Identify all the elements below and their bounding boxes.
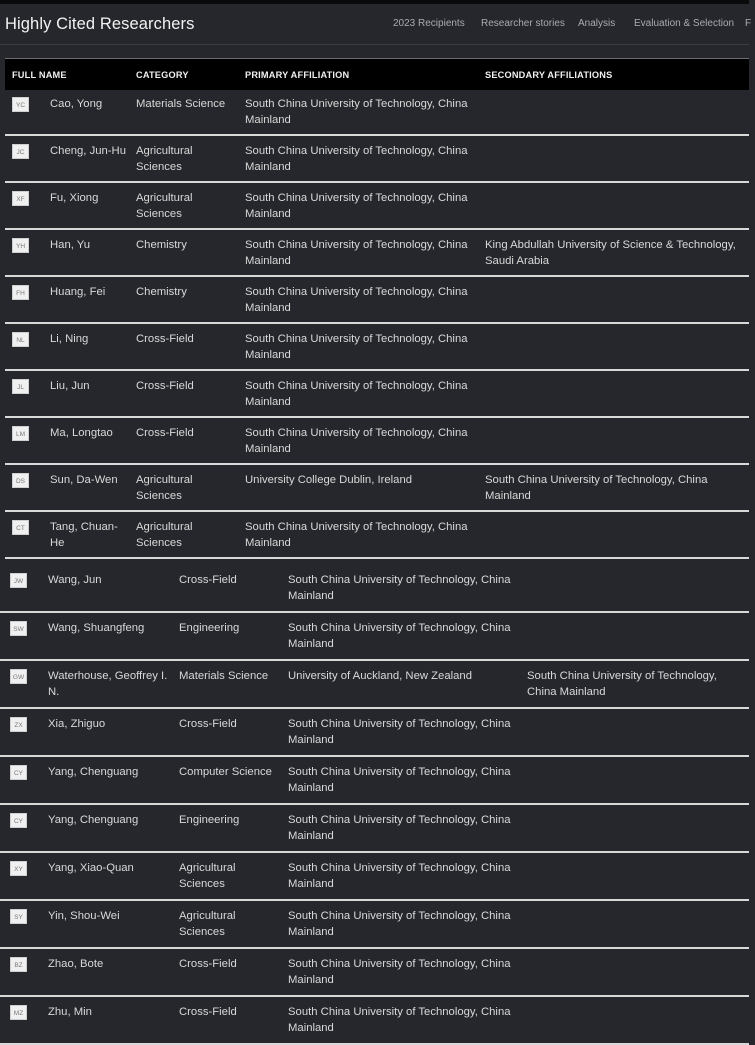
top-nav [0,18,752,34]
nav-item-2023-recipients[interactable]: 2023 Recipients [393,18,465,29]
primary-affiliation: South China University of Technology, China Mainland [288,574,511,602]
avatar: NL [12,332,29,347]
researcher-name[interactable]: Wang, Jun [48,574,102,586]
researcher-category: Cross-Field [179,1006,237,1018]
column-header-category[interactable]: CATEGORY [136,70,189,80]
nav-item-truncated[interactable]: F [745,18,752,29]
primary-affiliation: University College Dublin, Ireland [245,474,413,486]
researcher-category: Cross-Field [179,574,237,586]
researcher-name[interactable]: Han, Yu [50,239,90,251]
table-row[interactable] [5,89,749,136]
avatar: CY [10,813,27,828]
researcher-name[interactable]: Yin, Shou-Wei [48,910,120,922]
table-row[interactable] [0,805,749,853]
column-header-secondary-affiliations[interactable]: SECONDARY AFFILIATIONS [485,70,613,80]
researcher-name[interactable]: Zhao, Bote [48,958,104,970]
table-row[interactable] [5,324,749,371]
avatar: XF [12,191,29,206]
researcher-name[interactable]: Waterhouse, Geoffrey I. N. [48,670,168,698]
primary-affiliation: South China University of Technology, China Mainland [245,145,468,173]
avatar: CY [10,765,27,780]
avatar: SY [10,909,27,924]
table-row[interactable] [5,136,749,183]
researcher-name[interactable]: Yang, Chenguang [48,814,139,826]
researcher-category: Chemistry [136,286,187,298]
table-row[interactable] [0,997,749,1045]
primary-affiliation: South China University of Technology, China Mainland [245,98,468,126]
researcher-name[interactable]: Liu, Jun [50,380,90,392]
table-row[interactable] [5,512,749,559]
researcher-name[interactable]: Sun, Da-Wen [50,474,118,486]
researcher-category: Agricultural Sciences [179,910,236,938]
primary-affiliation: South China University of Technology, China Mainland [288,766,511,794]
primary-affiliation: South China University of Technology, China Mainland [288,622,511,650]
nav-item-evaluation-selection[interactable]: Evaluation & Selection [634,18,735,29]
avatar: JL [12,379,29,394]
researcher-category: Computer Science [179,766,272,778]
researcher-name[interactable]: Yang, Chenguang [48,766,139,778]
nav-item-analysis[interactable]: Analysis [578,18,616,29]
researcher-name[interactable]: Fu, Xiong [50,192,99,204]
researcher-category: Cross-Field [136,380,194,392]
researcher-category: Cross-Field [136,333,194,345]
primary-affiliation: South China University of Technology, China Mainland [288,862,511,890]
primary-affiliation: South China University of Technology, China Mainland [245,192,468,220]
researcher-category: Materials Science [136,98,226,110]
avatar: YH [12,238,29,253]
primary-affiliation: South China University of Technology, China Mainland [245,333,468,361]
researcher-name[interactable]: Cheng, Jun-Hu [50,145,126,157]
primary-affiliation: South China University of Technology, China Mainland [288,1006,511,1034]
table-row[interactable] [5,418,749,465]
researcher-name[interactable]: Ma, Longtao [50,427,113,439]
avatar: MZ [10,1005,27,1020]
researcher-category: Engineering [179,622,240,634]
researcher-name[interactable]: Zhu, Min [48,1006,92,1018]
avatar: XY [10,861,27,876]
researcher-name[interactable]: Wang, Shuangfeng [48,622,145,634]
table-row[interactable] [0,565,749,613]
avatar: DS [12,473,29,488]
avatar: JW [10,573,27,588]
researcher-category: Agricultural Sciences [136,192,193,220]
researcher-name[interactable]: Cao, Yong [50,98,103,110]
avatar: BZ [10,957,27,972]
researcher-category: Cross-Field [136,427,194,439]
table-header [5,58,749,90]
researcher-category: Materials Science [179,670,269,682]
researcher-name[interactable]: Xia, Zhiguo [48,718,106,730]
secondary-affiliation: King Abdullah University of Science & Technology, Saudi Arabia [485,239,736,267]
table-row[interactable] [5,371,749,418]
table-row[interactable] [0,613,749,661]
avatar: ZX [10,717,27,732]
avatar: JC [12,144,29,159]
researcher-name[interactable]: Li, Ning [50,333,89,345]
researcher-category: Cross-Field [179,958,237,970]
primary-affiliation: South China University of Technology, China Mainland [245,521,468,549]
researcher-name[interactable]: Huang, Fei [50,286,106,298]
primary-affiliation: University of Auckland, New Zealand [288,670,472,682]
researcher-category: Agricultural Sciences [136,145,193,173]
researcher-category: Agricultural Sciences [136,474,193,502]
researcher-name[interactable]: Tang, Chuan-He [50,521,118,549]
site-brand[interactable]: Highly Cited Researchers [5,15,195,33]
primary-affiliation: South China University of Technology, China Mainland [245,286,468,314]
table-row[interactable] [5,277,749,324]
avatar: SW [10,621,27,636]
avatar: CT [12,520,29,535]
researcher-category: Engineering [179,814,240,826]
avatar: FH [12,285,29,300]
table-row[interactable] [0,901,749,949]
avatar: YC [12,97,29,112]
site-header [0,4,752,45]
secondary-affiliation: South China University of Technology, China Mainland [485,474,708,502]
table-row[interactable] [0,757,749,805]
nav-item-researcher-stories[interactable]: Researcher stories [481,18,565,29]
avatar: LM [12,426,29,441]
researcher-category: Agricultural Sciences [179,862,236,890]
primary-affiliation: South China University of Technology, China Mainland [245,427,468,455]
researchers-table-part-1 [5,89,749,559]
researcher-name[interactable]: Yang, Xiao-Quan [48,862,134,874]
table-row[interactable] [5,230,749,277]
primary-affiliation: South China University of Technology, China Mainland [288,910,511,938]
primary-affiliation: South China University of Technology, China Mainland [288,814,511,842]
primary-affiliation: South China University of Technology, China Mainland [245,239,468,267]
table-row[interactable] [5,465,749,512]
researcher-category: Cross-Field [179,718,237,730]
researchers-table-part-2 [0,565,749,1045]
table-row[interactable] [0,661,749,709]
researcher-category: Agricultural Sciences [136,521,193,549]
researcher-category: Chemistry [136,239,187,251]
table-row[interactable] [0,949,749,997]
column-header-full-name[interactable]: FULL NAME [12,70,67,80]
primary-affiliation: South China University of Technology, China Mainland [245,380,468,408]
column-header-primary-affiliation[interactable]: PRIMARY AFFILIATION [245,70,350,80]
primary-affiliation: South China University of Technology, China Mainland [288,958,511,986]
table-row[interactable] [5,183,749,230]
table-row[interactable] [0,853,749,901]
primary-affiliation: South China University of Technology, China Mainland [288,718,511,746]
avatar: GW [10,669,27,684]
table-row[interactable] [0,709,749,757]
secondary-affiliation: South China University of Technology, China Mainland [527,670,717,698]
